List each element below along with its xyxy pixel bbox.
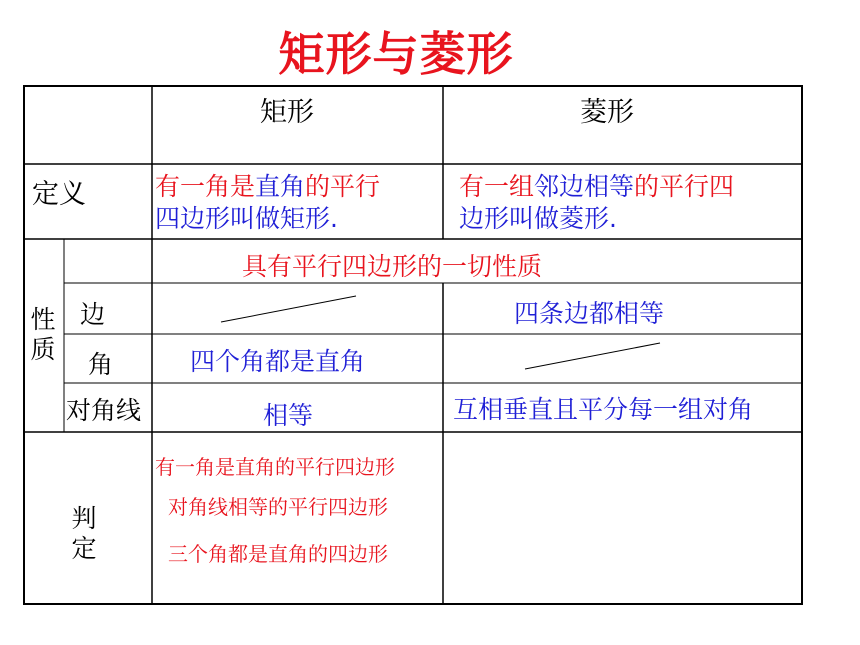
diagonals-label: 对角线 [66, 396, 142, 425]
criteria-rect-item: 有一角是直角的平行四边形 [155, 455, 395, 479]
sides-rhombus: 四条边都相等 [514, 299, 665, 328]
criteria-rect-item: 对角线相等的平行四边形 [168, 495, 388, 519]
definition-rhombus-line1: 有一组邻边相等的平行四 [459, 172, 735, 201]
empty-cell-slash [221, 296, 356, 322]
header-rect: 矩形 [260, 97, 314, 128]
empty-cell-slash [525, 343, 660, 369]
properties-label: 性 质 [30, 305, 56, 364]
page-title: 矩形与菱形 [278, 27, 514, 81]
definition-rhombus-line2: 边形叫做菱形. [459, 204, 617, 233]
angles-rect: 四个角都是直角 [190, 347, 366, 376]
definition-rect-line2: 四边形叫做矩形. [155, 204, 338, 233]
sides-label: 边 [80, 300, 106, 329]
definition-rect-line1: 有一角是直角的平行 [155, 172, 381, 201]
angles-label: 角 [88, 350, 114, 379]
criteria-rect-item: 三个角都是直角的四边形 [168, 542, 388, 566]
diagonals-rhombus: 互相垂直且平分每一组对角 [453, 395, 754, 424]
properties-common: 具有平行四边形的一切性质 [242, 252, 543, 281]
definition-label: 定义 [32, 179, 86, 210]
header-rhombus: 菱形 [580, 97, 634, 128]
diagonals-rect: 相等 [263, 401, 314, 430]
criteria-label: 判 定 [71, 504, 97, 563]
